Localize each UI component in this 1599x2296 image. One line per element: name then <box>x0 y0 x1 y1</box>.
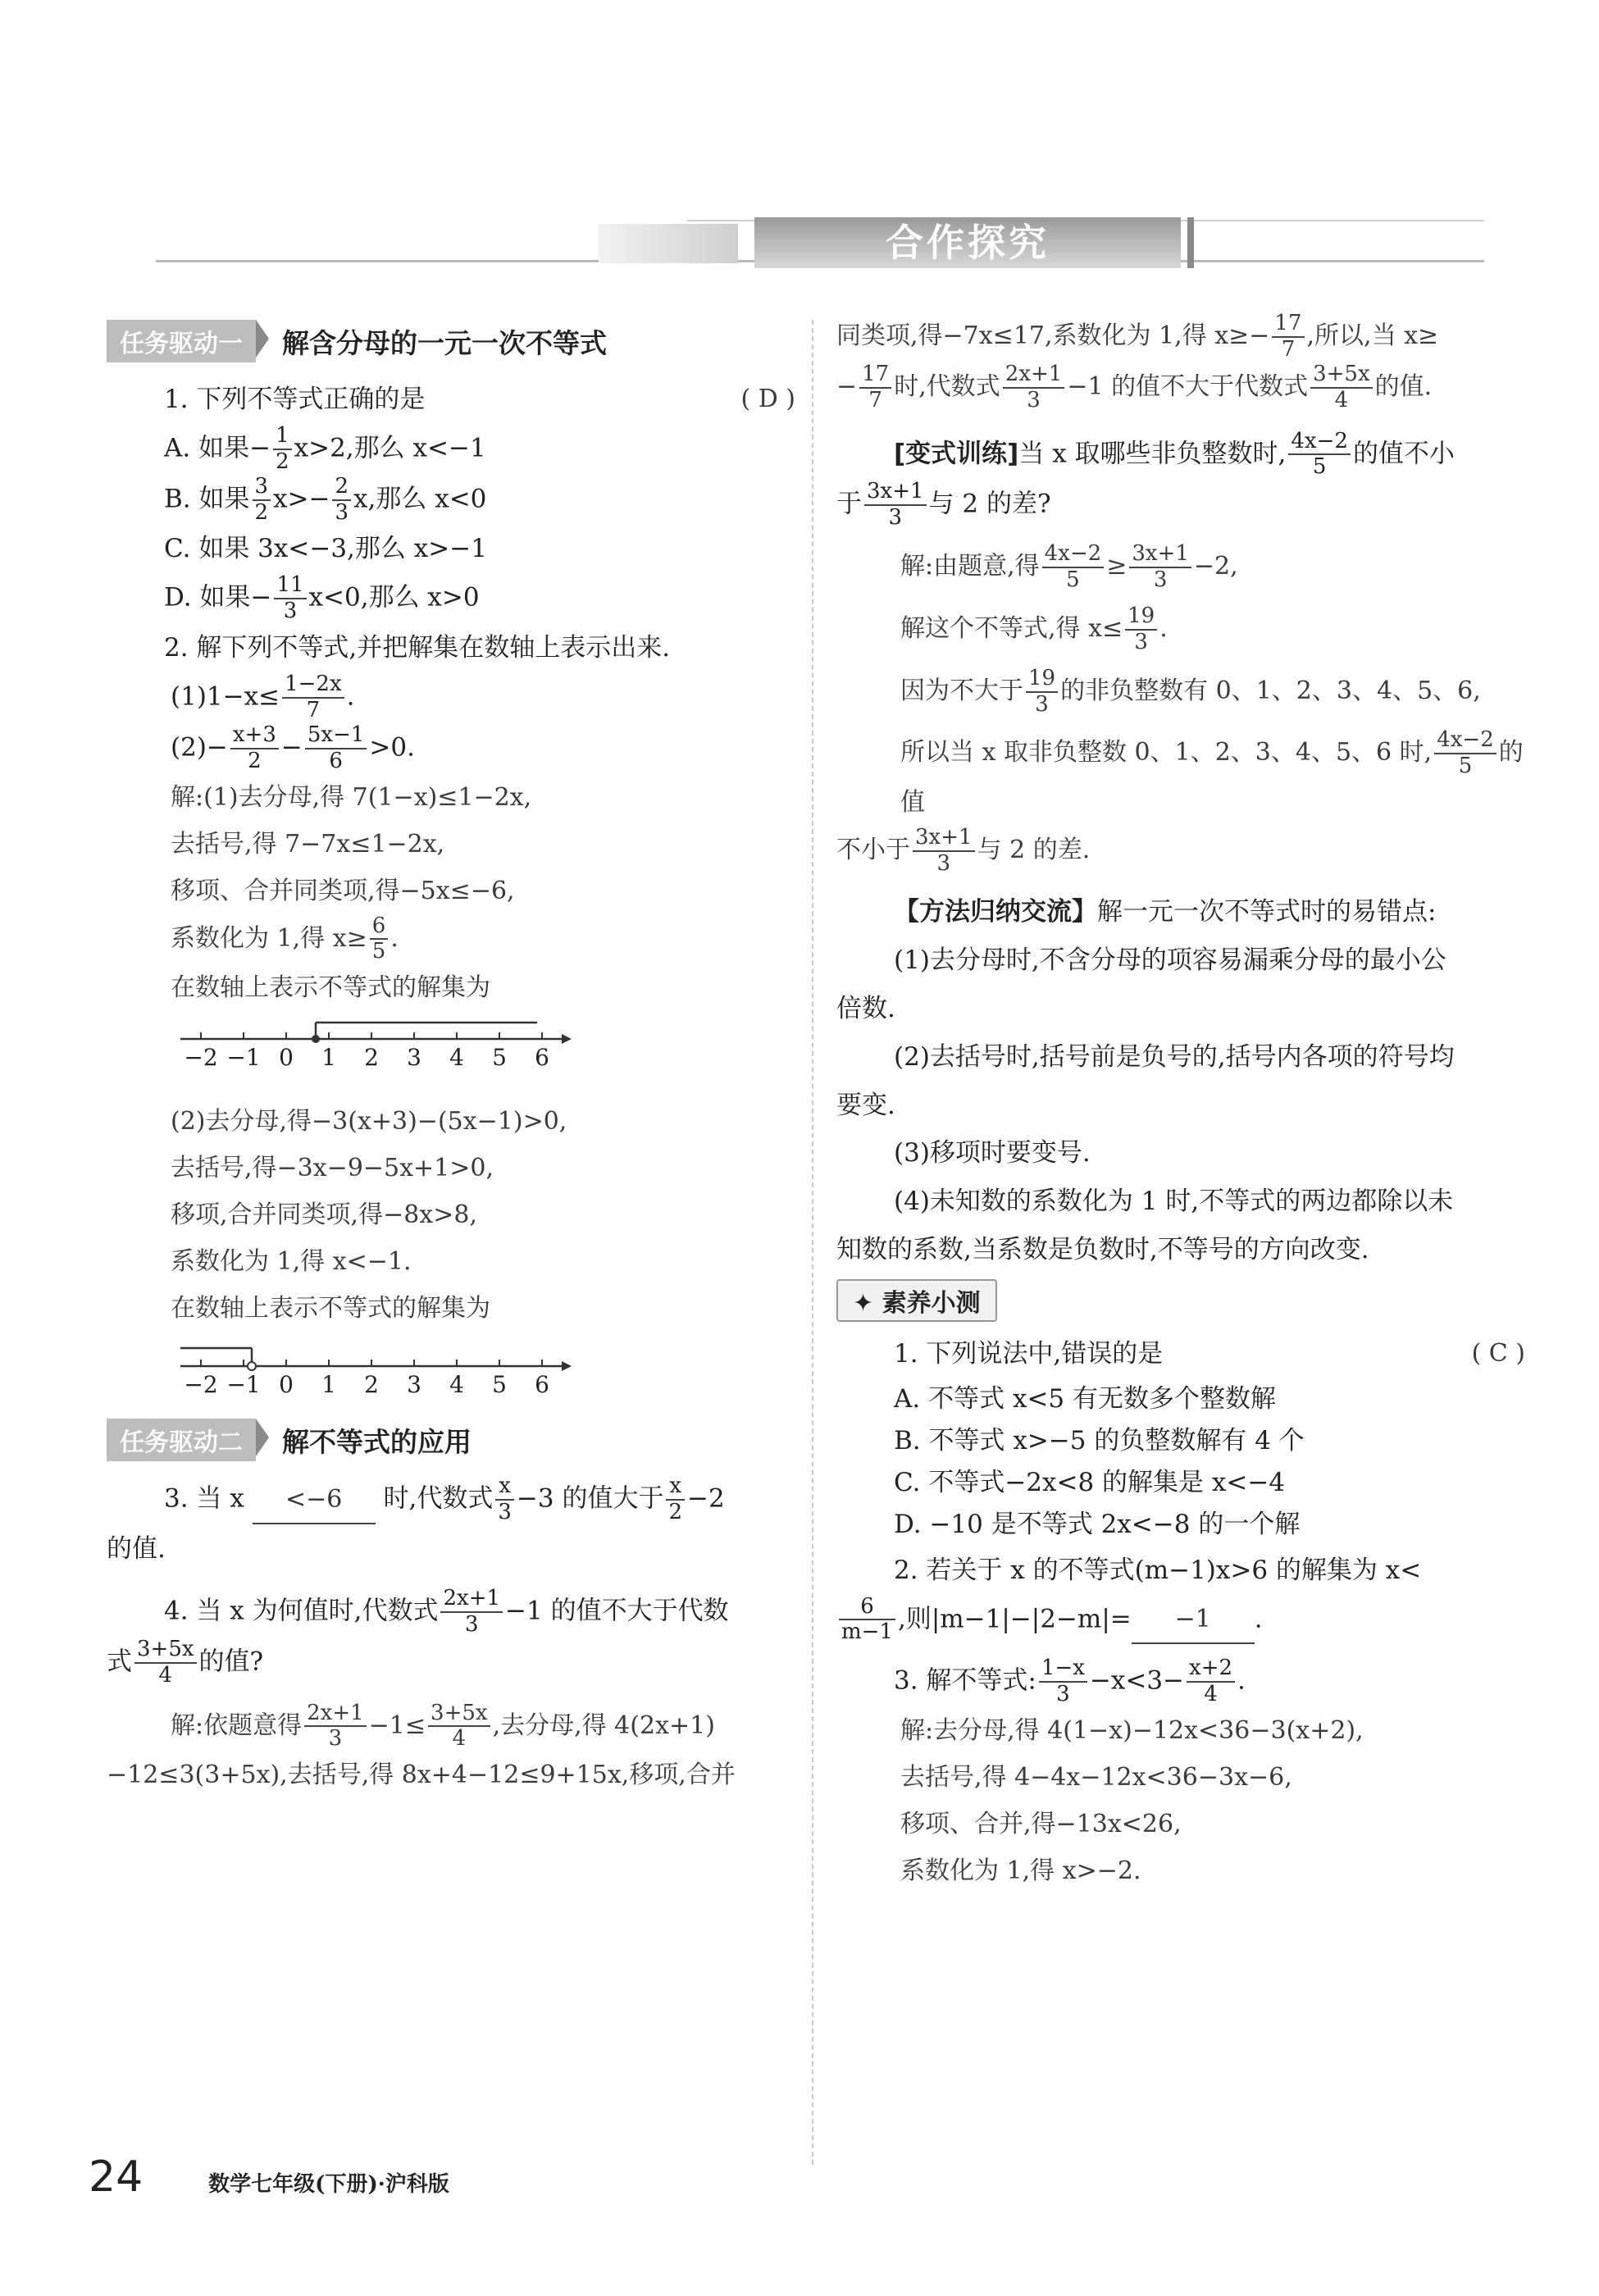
tick-label: 5 <box>492 1044 507 1072</box>
numerator: 19 <box>1026 667 1058 693</box>
fraction <box>370 914 389 965</box>
denominator: 4 <box>452 1726 467 1752</box>
numerator: x <box>666 1474 685 1501</box>
numerator: 4x−2 <box>1288 430 1351 456</box>
denominator: 5 <box>1458 754 1473 779</box>
tick-label: 3 <box>407 1371 421 1399</box>
numerator: 3+5x <box>428 1702 490 1728</box>
question-text: 式 <box>107 1647 132 1677</box>
fraction <box>282 672 344 723</box>
numerator: 2x+1 <box>1003 362 1065 389</box>
method-item-cont: 要变. <box>836 1090 895 1120</box>
solution-text: 时,代数式 <box>894 371 1000 401</box>
fraction <box>1125 604 1157 655</box>
solution-line <box>836 728 1525 826</box>
numerator: 5x−1 <box>305 723 367 749</box>
question-2-part-2 <box>107 723 795 774</box>
denominator: 2 <box>276 449 289 474</box>
solution-line: 解:(1)去分母,得 7(1−x)≤1−2x, <box>171 782 532 812</box>
solution-text: ,去分母,得 4(2x+1) <box>492 1711 715 1740</box>
fraction <box>1272 312 1304 362</box>
fraction <box>134 1638 197 1688</box>
method-item: (1)去分母时,不含分母的项容易漏乘分母的最小公 <box>894 945 1446 975</box>
column-divider <box>812 320 813 2165</box>
method-item-cont: 倍数. <box>836 993 895 1023</box>
task-tag: 任务驱动一 <box>107 320 256 362</box>
tick-label: 6 <box>535 1044 549 1072</box>
denominator: 3 <box>283 599 298 624</box>
solution-line: 去括号,得−3x−9−5x+1>0, <box>171 1154 494 1183</box>
option-text: A. 如果− <box>164 433 271 463</box>
denominator: 3 <box>1027 387 1041 412</box>
solution-text: −2, <box>1193 552 1238 581</box>
question-text: 于 <box>836 489 862 519</box>
numerator: 19 <box>1125 604 1157 631</box>
question-4 <box>107 1587 795 1638</box>
question-3-cont: 的值. <box>107 1534 166 1565</box>
quiz-question-2: 2. 若关于 x 的不等式(m−1)x>6 的解集为 x< <box>894 1555 1422 1585</box>
tick-label: 1 <box>321 1044 336 1072</box>
method-summary <box>836 888 1525 936</box>
question-text: 当 x 取哪些非负整数时, <box>1018 438 1287 468</box>
question-text: 4. 当 x 为何值时,代数式 <box>164 1596 439 1626</box>
solution-text: 与 2 的差. <box>977 836 1091 865</box>
fraction <box>230 723 279 774</box>
solution-text: − <box>836 371 858 401</box>
denominator: 3 <box>464 1611 479 1637</box>
denominator: 6 <box>329 748 343 773</box>
solution-text: −1 的值不大于代数式 <box>1067 371 1309 401</box>
question-text: 时,代数式 <box>383 1483 494 1514</box>
denominator: 3 <box>1035 691 1049 717</box>
task-title: 解含分母的一元一次不等式 <box>282 326 607 359</box>
fraction <box>304 1702 367 1752</box>
fraction <box>839 1595 895 1646</box>
solution-text: 同类项,得−7x≤17,系数化为 1,得 x≥− <box>836 321 1270 350</box>
tick-label: 2 <box>364 1044 379 1072</box>
banner-decoration <box>599 224 738 263</box>
answer-blank: <−6 <box>253 1476 376 1524</box>
question-2-part-1 <box>107 672 795 723</box>
solution-line: 系数化为 1,得 x<−1. <box>171 1247 412 1277</box>
solution-line <box>836 312 1525 362</box>
denominator: 3 <box>328 1726 343 1752</box>
denominator: 4 <box>1204 1682 1218 1707</box>
option-d: D. −10 是不等式 2x<−8 的一个解 <box>894 1510 1301 1540</box>
numerator: 3+5x <box>134 1638 197 1664</box>
numerator: 3x+1 <box>1129 542 1191 568</box>
option-text: B. 如果 <box>164 484 250 514</box>
option-a <box>107 424 795 475</box>
question-text: 3. 当 x <box>164 1483 244 1514</box>
numerator: 1−2x <box>282 672 344 699</box>
question-stem: 1. 下列说法中,错误的是 <box>894 1339 1164 1369</box>
fraction <box>1310 362 1373 413</box>
expr-text: >0. <box>369 732 415 763</box>
question-text: −3 的值大于 <box>516 1483 664 1514</box>
solution-text: 因为不大于 <box>900 676 1023 705</box>
question-1 <box>107 376 795 424</box>
quiz-section-title: 素养小测 <box>882 1289 981 1319</box>
section-banner <box>156 217 1484 275</box>
method-text: 解一元一次不等式时的易错点: <box>1097 897 1437 927</box>
book-title: 数学七年级(下册)·沪科版 <box>208 2172 449 2197</box>
solution-line <box>836 826 1525 877</box>
denominator: 2 <box>254 499 269 525</box>
tick-label: −2 <box>184 1044 218 1072</box>
solution-line: 移项、合并同类项,得−5x≤−6, <box>171 876 515 905</box>
answer-blank: −1 <box>1132 1596 1255 1644</box>
option-c: C. 不等式−2x<8 的解集是 x<−4 <box>894 1468 1286 1498</box>
denominator: 3 <box>1153 567 1168 593</box>
fraction <box>666 1474 685 1525</box>
denominator: 3 <box>1134 629 1148 654</box>
solution-line: 移项,合并同类项,得−8x>8, <box>171 1200 477 1230</box>
fraction <box>1434 728 1496 779</box>
denominator: 2 <box>668 1500 683 1525</box>
fraction <box>253 475 271 526</box>
fraction <box>1288 430 1351 481</box>
question-text: −x<3− <box>1089 1665 1185 1696</box>
arrow-icon <box>562 1034 572 1044</box>
question-text: . <box>1254 1603 1263 1633</box>
arrow-icon <box>562 1361 572 1371</box>
method-item-cont: 知数的系数,当系数是负数时,不等号的方向改变. <box>836 1235 1369 1265</box>
tick-label: 3 <box>407 1044 421 1072</box>
numerator: x <box>495 1474 514 1501</box>
denominator: 5 <box>1312 454 1327 480</box>
tick-label: 2 <box>364 1371 379 1399</box>
solution-line <box>107 914 795 965</box>
task-header-2 <box>107 1419 795 1461</box>
solution-text: 所以当 x 取非负整数 0、1、2、3、4、5、6 时, <box>900 738 1433 768</box>
denominator: 3 <box>1056 1682 1070 1707</box>
fraction <box>274 573 306 624</box>
solution-line: 解:去分母,得 4(1−x)−12x<36−3(x+2), <box>900 1716 1364 1746</box>
numerator: 3x+1 <box>913 826 975 852</box>
question-text: 与 2 的差? <box>928 489 1051 519</box>
solution-line: 在数轴上表示不等式的解集为 <box>171 1294 490 1323</box>
number-line-2 <box>176 1337 603 1410</box>
solution-line <box>836 362 1525 413</box>
quiz-question-2-cont <box>836 1595 1525 1646</box>
denominator: 2 <box>248 748 262 773</box>
solution-text: 解:由题意,得 <box>900 552 1040 581</box>
banner-bar <box>1187 217 1194 268</box>
variant-question-cont <box>836 480 1525 531</box>
denominator: 3 <box>335 499 349 525</box>
option-d <box>107 573 795 624</box>
denominator: 3 <box>498 1500 512 1525</box>
expr-text: (1)1−x≤ <box>171 681 280 712</box>
quiz-question-3 <box>836 1656 1525 1707</box>
solution-line: 移项、合并,得−13x<26, <box>900 1810 1182 1839</box>
fraction <box>428 1702 490 1752</box>
fraction <box>864 480 927 531</box>
numerator: 6 <box>370 914 389 941</box>
solution-text: . <box>390 923 399 953</box>
method-label: 【方法归纳交流】 <box>894 897 1097 927</box>
fraction <box>495 1474 514 1525</box>
closed-point <box>312 1035 320 1043</box>
expr-text: . <box>346 681 355 712</box>
variant-question <box>836 430 1525 481</box>
numerator: x+2 <box>1187 1656 1235 1683</box>
left-column <box>107 312 795 1798</box>
option-a: A. 不等式 x<5 有无数多个整数解 <box>894 1384 1276 1414</box>
numerator: 3+5x <box>1310 362 1373 389</box>
fraction <box>913 826 975 877</box>
solution-text: . <box>1159 613 1168 643</box>
solution-line <box>836 542 1525 593</box>
solution-line: 系数化为 1,得 x>−2. <box>900 1856 1141 1886</box>
tick-label: 5 <box>492 1371 507 1399</box>
fraction <box>1039 1656 1087 1707</box>
fraction <box>1026 667 1058 718</box>
task-tag: 任务驱动二 <box>107 1419 256 1461</box>
solution-line: −12≤3(3+5x),去括号,得 8x+4−12≤9+15x,移项,合并 <box>107 1761 736 1790</box>
fraction <box>859 362 891 413</box>
solution-text: 不小于 <box>836 836 910 865</box>
fraction <box>1003 362 1065 413</box>
question-text: 的值不小 <box>1352 438 1455 468</box>
denominator: m−1 <box>841 1620 893 1645</box>
denominator: 4 <box>158 1662 173 1688</box>
solution-line <box>836 667 1525 718</box>
denominator: 5 <box>1066 567 1080 593</box>
fraction <box>1042 542 1105 593</box>
option-b: B. 不等式 x>−5 的负整数解有 4 个 <box>894 1426 1305 1456</box>
right-column <box>836 312 1525 1894</box>
tick-label: −2 <box>184 1371 218 1399</box>
question-text: 的值? <box>198 1647 264 1677</box>
question-text: 3. 解不等式: <box>894 1665 1036 1696</box>
page-footer <box>89 2152 449 2202</box>
question-2: 2. 解下列不等式,并把解集在数轴上表示出来. <box>164 633 671 663</box>
question-stem: 1. 下列不等式正确的是 <box>164 385 426 414</box>
numerator: x+3 <box>230 723 279 749</box>
numerator: 1−x <box>1039 1656 1087 1683</box>
option-text: x<0,那么 x>0 <box>308 582 480 613</box>
tick-label: 0 <box>279 1371 294 1399</box>
numerator: 4x−2 <box>1434 728 1496 754</box>
question-text: ,则|m−1|−|2−m|= <box>897 1603 1132 1633</box>
tick-label: 6 <box>535 1371 549 1399</box>
tick-label: 0 <box>279 1044 294 1072</box>
fraction <box>1187 1656 1235 1707</box>
fraction <box>1129 542 1191 593</box>
solution-text: 解这个不等式,得 x≤ <box>900 613 1123 643</box>
question-text: −2 <box>687 1483 725 1514</box>
answer-choice: ( D ) <box>740 385 795 413</box>
numerator: 3x+1 <box>864 480 927 506</box>
solution-text: 的值. <box>1374 371 1433 401</box>
tick-label: 1 <box>321 1371 336 1399</box>
method-item: (3)移项时要变号. <box>894 1138 1091 1168</box>
fraction <box>332 475 351 526</box>
solution-text: 的非负整数有 0、1、2、3、4、5、6, <box>1060 676 1481 705</box>
numerator: 1 <box>273 424 292 450</box>
fraction <box>305 723 367 774</box>
solution-text: 解:依题意得 <box>171 1711 303 1740</box>
option-text: D. 如果− <box>164 582 272 613</box>
denominator: 7 <box>1281 336 1296 362</box>
tick-label: 4 <box>449 1371 464 1399</box>
question-text: −1 的值不大于代数 <box>505 1596 729 1626</box>
solution-text: 的值 <box>900 738 1524 818</box>
open-point <box>248 1362 256 1370</box>
denominator: 5 <box>371 939 386 964</box>
tick-label: 4 <box>449 1044 464 1072</box>
numerator: 3 <box>253 475 271 501</box>
denominator: 7 <box>306 697 321 722</box>
solution-text: 系数化为 1,得 x≥ <box>171 923 367 953</box>
task-title: 解不等式的应用 <box>282 1425 472 1458</box>
solution-text: ≥ <box>1106 552 1128 581</box>
denominator: 3 <box>888 505 903 531</box>
denominator: 7 <box>868 387 882 412</box>
numerator: 2x+1 <box>304 1702 367 1728</box>
answer-choice: ( C ) <box>1471 1339 1525 1369</box>
numerator: 4x−2 <box>1042 542 1105 568</box>
numerator: 2x+1 <box>440 1587 503 1613</box>
numerator: 11 <box>274 573 306 599</box>
page-number: 24 <box>89 2152 144 2202</box>
task-header-1 <box>107 320 795 362</box>
option-text: x,那么 x<0 <box>353 484 487 514</box>
method-item: (2)去括号时,括号前是负号的,括号内各项的符号均 <box>894 1041 1455 1072</box>
question-4-cont <box>107 1638 795 1688</box>
solution-line: 去括号,得 4−4x−12x<36−3x−6, <box>900 1763 1292 1793</box>
numerator: 17 <box>859 362 891 389</box>
quiz-section-header: ✦ 素养小测 <box>836 1279 997 1322</box>
denominator: 4 <box>1334 387 1349 412</box>
solution-line: 去括号,得 7−7x≤1−2x, <box>171 829 445 859</box>
fraction <box>273 424 292 475</box>
option-text: x>2,那么 x<−1 <box>294 433 486 463</box>
question-text: . <box>1237 1665 1246 1696</box>
question-3 <box>107 1474 795 1525</box>
method-item: (4)未知数的系数化为 1 时,不等式的两边都除以未 <box>894 1187 1454 1217</box>
denominator: 3 <box>936 851 951 877</box>
section-title: 合作探究 <box>754 217 1181 268</box>
expr-text: (2)− <box>171 732 228 763</box>
expr-text: − <box>280 732 303 763</box>
numerator: 2 <box>332 475 351 501</box>
quiz-question-1 <box>836 1330 1525 1378</box>
solution-line <box>836 604 1525 655</box>
number-line-1 <box>176 1016 603 1090</box>
option-b <box>107 475 795 526</box>
numerator: 17 <box>1272 312 1304 338</box>
solution-line: (2)去分母,得−3(x+3)−(5x−1)>0, <box>171 1107 567 1137</box>
tick-label: −1 <box>226 1044 261 1072</box>
solution-text: ,所以,当 x≥ <box>1306 321 1439 350</box>
variant-label: [变式训练] <box>894 438 1019 468</box>
solution-line <box>107 1702 795 1752</box>
solution-text: −1≤ <box>368 1711 426 1740</box>
solution-line: 在数轴上表示不等式的解集为 <box>171 973 490 1003</box>
option-text: x>− <box>273 484 330 514</box>
fraction <box>440 1587 503 1638</box>
numerator: 6 <box>839 1595 895 1621</box>
tick-label: −1 <box>226 1371 261 1399</box>
option-c: C. 如果 3x<−3,那么 x>−1 <box>164 534 487 564</box>
